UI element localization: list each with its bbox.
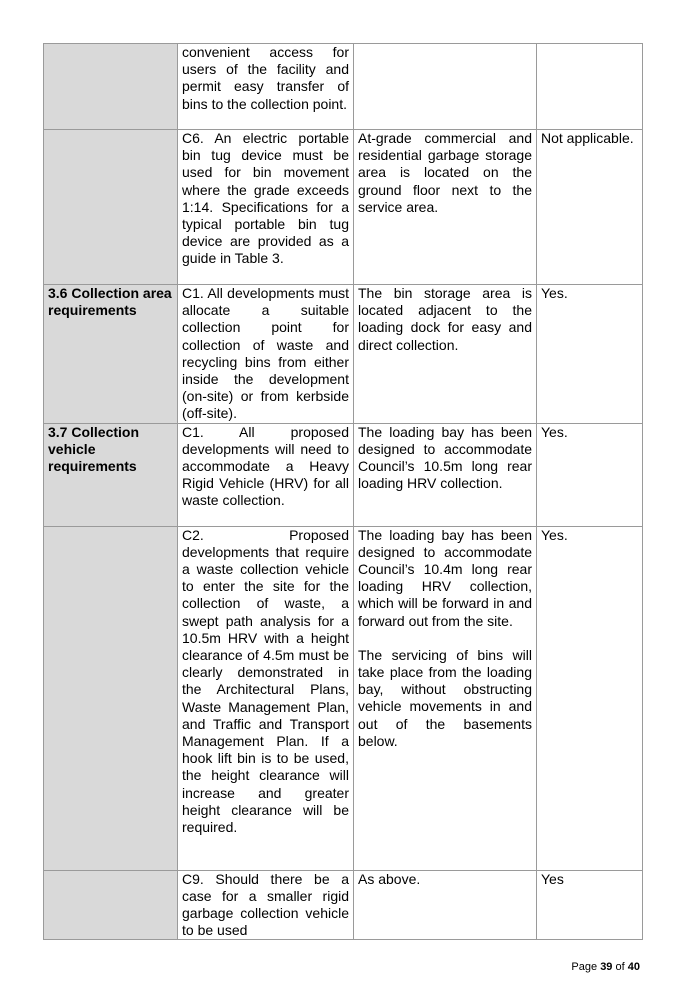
table-row — [44, 526, 643, 870]
compliance-cell: Yes. — [537, 423, 643, 526]
compliance-cell: Yes. — [537, 285, 643, 424]
response-cell: At-grade commercial and residential garbage storage area is located on the ground floor next to the service area. — [354, 130, 537, 285]
total-pages: 40 — [627, 961, 640, 973]
requirement-cell: C6. An electric portable bin tug device must be used for bin movement where the grade exceeds 1:14. Specifications for a typical portable bin tug device are provided as a guide in Table 3. — [178, 130, 354, 285]
requirement-cell: convenient access for users of the facility and permit easy transfer of bins to the collection point. — [178, 44, 354, 130]
requirement-cell: C2. Proposed developments that require a waste collection vehicle to enter the site for the collection of waste, a swept path analysis for a 10.5m HRV with a height clearance of 4.5m must be clearly demonstrated in the Architectural Plans, Waste Management Plan, and Traffic and Transport Management Plan. If a hook lift bin is to be used, the height clearance will increase and greater height clearance will be required. — [178, 526, 354, 870]
table-row — [44, 44, 643, 130]
page-of: of — [615, 961, 625, 973]
section-cell — [44, 130, 178, 285]
table-row — [44, 285, 643, 424]
response-paragraph: The servicing of bins will take place from the loading bay, without obstructing vehicle movements in and out of the basements below. — [358, 646, 532, 749]
response-cell: The bin storage area is located adjacent to the loading dock for easy and direct collection. — [354, 285, 537, 424]
response-cell: The loading bay has been designed to accommodate Council’s 10.5m long rear loading HRV collection. — [354, 423, 537, 526]
response-paragraph: The loading bay has been designed to accommodate Council’s 10.4m long rear loading HRV collection, which will be forward in and forward out from the site. — [358, 526, 532, 629]
compliance-cell: Not applicable. — [537, 130, 643, 285]
requirement-cell: C9. Should there be a case for a smaller rigid garbage collection vehicle to be used — [178, 870, 354, 940]
table-row — [44, 870, 643, 940]
requirement-cell: C1. All proposed developments will need to accommodate a Heavy Rigid Vehicle (HRV) for all waste collection. — [178, 423, 354, 526]
section-cell: 3.7 Collection vehicle requirements — [44, 423, 178, 526]
response-cell: As above. — [354, 870, 537, 940]
requirement-cell: C1. All developments must allocate a suitable collection point for collection of waste and recycling bins from either inside the development (on-site) or from kerbside (off-site). — [178, 285, 354, 424]
compliance-cell: Yes. — [537, 526, 643, 870]
table-row — [44, 130, 643, 285]
table-row — [44, 423, 643, 526]
page-number — [571, 961, 640, 973]
response-cell — [354, 526, 537, 870]
current-page: 39 — [600, 961, 613, 973]
section-cell: 3.6 Collection area requirements — [44, 285, 178, 424]
section-cell — [44, 44, 178, 130]
section-cell — [44, 526, 178, 870]
compliance-cell — [537, 44, 643, 130]
compliance-cell: Yes — [537, 870, 643, 940]
section-cell — [44, 870, 178, 940]
response-cell — [354, 44, 537, 130]
page-prefix: Page — [571, 961, 598, 973]
compliance-table — [43, 43, 643, 940]
